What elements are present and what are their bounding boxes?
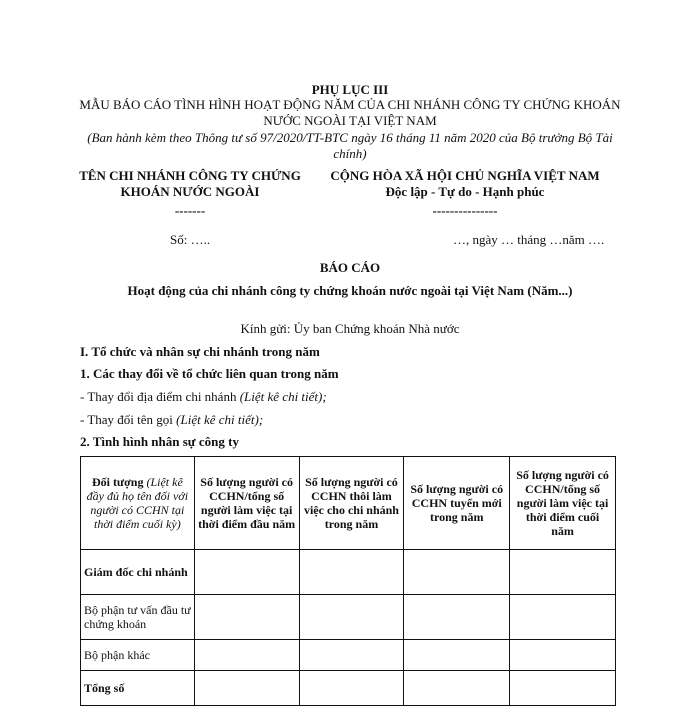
document-date: …, ngày … tháng …năm …. (453, 232, 605, 247)
table-row (81, 595, 616, 640)
subsection-heading-2: 2. Tình hình nhân sự công ty (80, 434, 239, 449)
table-cell (510, 640, 616, 671)
branch-name-placeholder: TÊN CHI NHÁNH CÔNG TY CHỨNG KHOÁN NƯỚC NGOÀI (79, 168, 301, 199)
table-header-row (81, 457, 616, 550)
table-cell (299, 550, 404, 595)
report-title: BÁO CÁO (319, 260, 381, 275)
national-motto: Độc lập - Tự do - Hạnh phúc (385, 184, 545, 199)
addressee: Kính gửi: Ủy ban Chứng khoán Nhà nước (240, 321, 460, 336)
table-row (81, 640, 616, 671)
left-divider: ------- (174, 203, 206, 218)
right-divider: --------------- (432, 203, 498, 218)
row-label: Tổng số (81, 671, 195, 706)
column-header-subject (81, 457, 195, 550)
table-cell (404, 640, 510, 671)
document-number: Số: ….. (170, 232, 211, 247)
table-cell (404, 595, 510, 640)
table-cell (299, 595, 404, 640)
table-cell (194, 550, 299, 595)
bullet-note: (Liệt kê chi tiết); (176, 412, 264, 427)
column-header: Số lượng người có CCHN tuyển mới trong năm (404, 457, 510, 550)
table-cell (510, 671, 616, 706)
column-header-note: (Liệt kê đầy đủ họ tên đối với người có CCHN tại thời điểm cuối kỳ) (86, 475, 189, 531)
column-header-bold: Đối tượng (91, 475, 147, 489)
bullet-text: - Thay đổi địa điểm chi nhánh (80, 389, 240, 404)
column-header: Số lượng người có CCHN thôi làm việc cho chi nhánh trong năm (299, 457, 404, 550)
row-label: Bộ phận khác (81, 640, 195, 671)
table-cell (510, 595, 616, 640)
table-cell (194, 671, 299, 706)
section-heading-1: I. Tổ chức và nhân sự chi nhánh trong năm (80, 344, 320, 359)
bullet-text: - Thay đổi tên gọi (80, 412, 177, 427)
column-header: Số lượng người có CCHN/tổng số người làm việc tại thời điểm đầu năm (194, 457, 299, 550)
report-subtitle: Hoạt động của chi nhánh công ty chứng khoán nước ngoài tại Việt Nam (Năm...) (127, 283, 573, 298)
issued-note: (Ban hành kèm theo Thông tư số 97/2020/TT-BTC ngày 16 tháng 11 năm 2020 của Bộ trưởng Bộ Tài chính) (87, 130, 613, 161)
table-cell (299, 640, 404, 671)
row-label: Bộ phận tư vấn đầu tư chứng khoán (81, 595, 195, 640)
table-row (81, 550, 616, 595)
bullet-name-change (80, 412, 263, 427)
bullet-note: (Liệt kê chi tiết); (239, 389, 327, 404)
table-cell (510, 550, 616, 595)
table-cell (194, 595, 299, 640)
table-cell (299, 671, 404, 706)
appendix-title: PHỤ LỤC III (311, 82, 389, 97)
subsection-heading-1-1: 1. Các thay đổi về tổ chức liên quan trong năm (80, 366, 339, 381)
table-row (81, 671, 616, 706)
row-label: Giám đốc chi nhánh (81, 550, 195, 595)
staff-table (80, 456, 616, 706)
form-title: MẪU BÁO CÁO TÌNH HÌNH HOẠT ĐỘNG NĂM CỦA CHI NHÁNH CÔNG TY CHỨNG KHOÁN NƯỚC NGOÀI TẠI VIỆT NAM (79, 97, 621, 128)
table-cell (404, 671, 510, 706)
country-name: CỘNG HÒA XÃ HỘI CHỦ NGHĨA VIỆT NAM (330, 168, 600, 183)
bullet-address-change (80, 389, 327, 404)
column-header: Số lượng người có CCHN/tổng số người làm việc tại thời điểm cuối năm (510, 457, 616, 550)
table-cell (194, 640, 299, 671)
table-cell (404, 550, 510, 595)
